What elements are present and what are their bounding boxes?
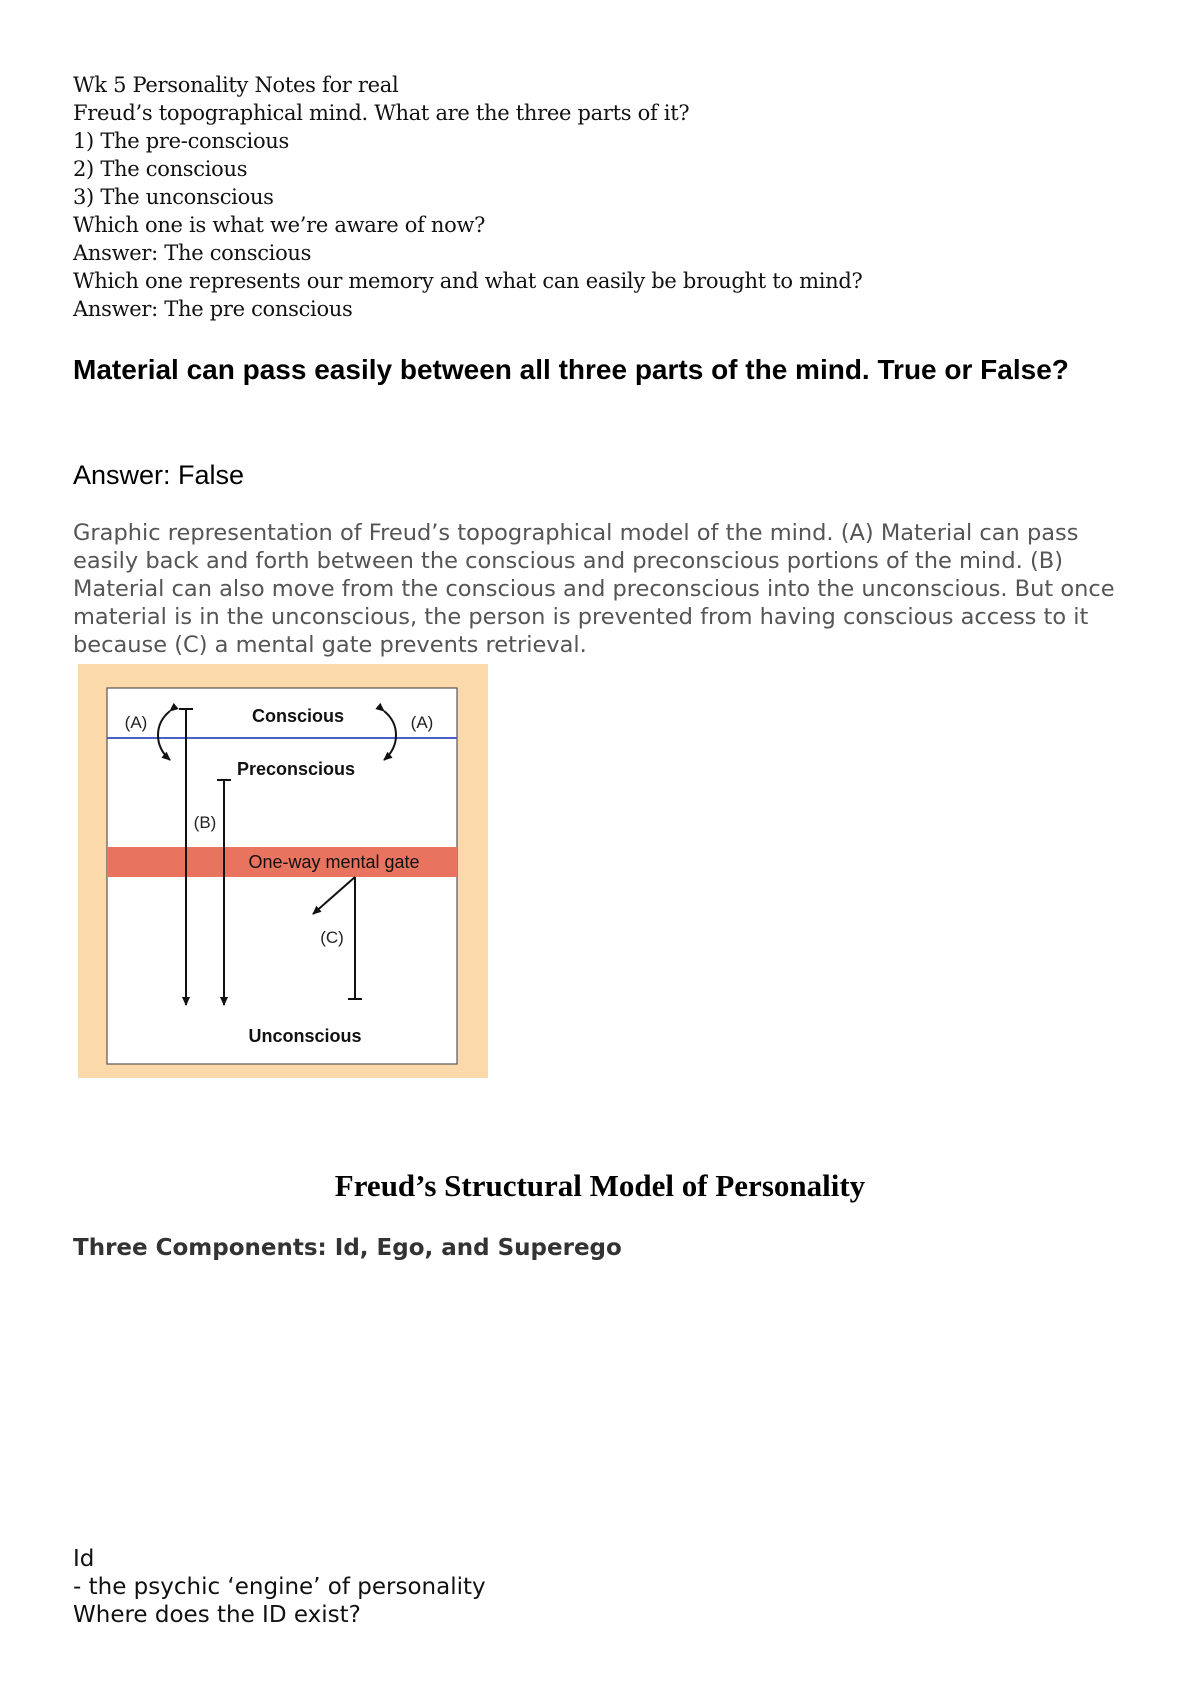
question-memory: Which one represents our memory and what can easily be brought to mind? <box>73 269 863 293</box>
list-item-preconscious: 1) The pre-conscious <box>73 129 289 153</box>
label-a-right: (A) <box>410 713 434 732</box>
notes-block <box>73 71 862 323</box>
true-false-question: Material can pass easily between all three parts of the mind. True or False? <box>73 354 1069 385</box>
question-aware: Which one is what we’re aware of now? <box>73 213 486 237</box>
gate-label: One-way mental gate <box>248 852 420 872</box>
question-topographical: Freud’s topographical mind. What are the three parts of it? <box>73 101 690 125</box>
answer-memory: Answer: The pre conscious <box>73 297 353 321</box>
conscious-label: Conscious <box>251 706 345 726</box>
label-a-left: (A) <box>124 713 148 732</box>
topographical-model-figure <box>78 664 488 1078</box>
structural-model-title: Freud’s Structural Model of Personality <box>334 1168 866 1203</box>
id-point-engine: - the psychic ‘engine’ of personality <box>73 1574 486 1600</box>
unconscious-label: Unconscious <box>248 1026 362 1046</box>
preconscious-label: Preconscious <box>236 759 356 779</box>
list-item-conscious: 2) The conscious <box>73 157 248 181</box>
answer-aware: Answer: The conscious <box>73 241 312 265</box>
notes-title: Wk 5 Personality Notes for real <box>73 73 399 97</box>
id-section <box>73 1545 486 1629</box>
topographical-diagram <box>78 664 488 1078</box>
figure-caption: Graphic representation of Freud’s topographical model of the mind. (A) Material can pass easily back and forth between the conscious and preconscious portions of the mind. (B) Material can also move from the conscious and preconscious into the unconscious. But once material is in the unconscious, the person is prevented from having conscious access to it because (C) a mental gate prevents retrieval. <box>73 520 1115 658</box>
three-components-heading: Three Components: Id, Ego, and Superego <box>73 1235 622 1261</box>
list-item-unconscious: 3) The unconscious <box>73 185 274 209</box>
id-question: Where does the ID exist? <box>73 1602 361 1628</box>
true-false-answer: Answer: False <box>73 460 245 490</box>
label-b: (B) <box>193 813 217 832</box>
id-heading: Id <box>73 1546 95 1572</box>
label-c: (C) <box>320 928 344 947</box>
